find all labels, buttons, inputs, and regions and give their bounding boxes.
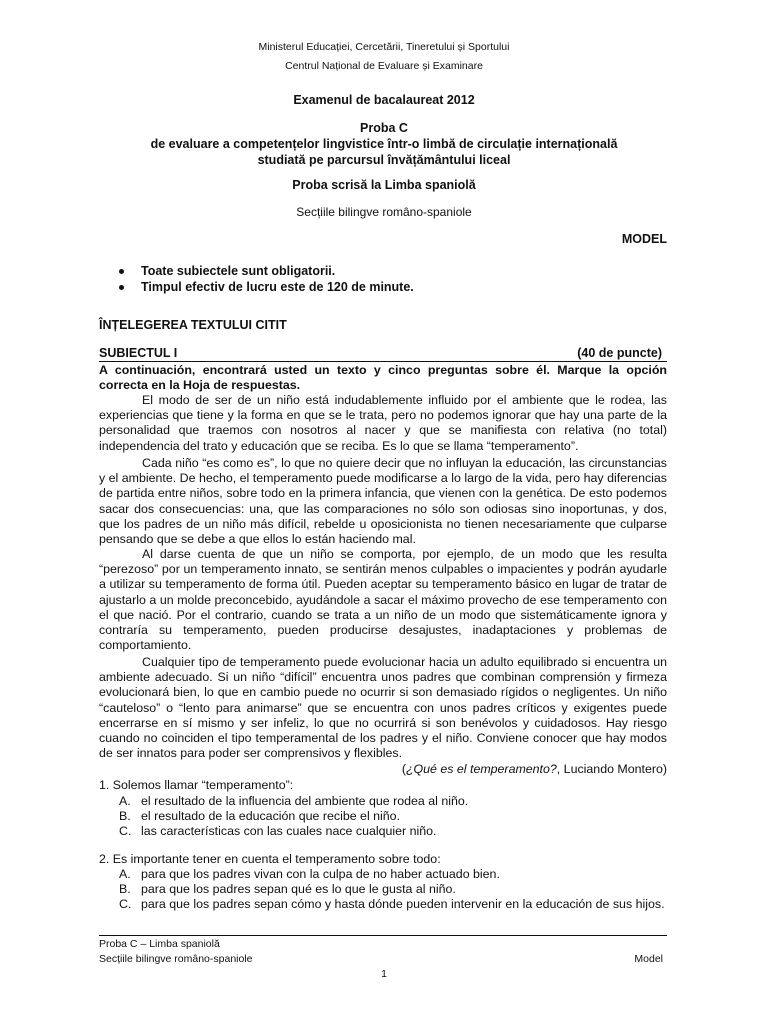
subject-points: (40 de puncte) <box>577 346 662 360</box>
footer-sections: Secțiile bilingve româno-spaniole <box>99 953 253 965</box>
proba-title: Proba C <box>360 121 408 135</box>
exam-page: Ministerul Educației, Cercetării, Tineretului și Sportului Centrul Național de Evaluare și Examinare Examenul de bacalaureat 2012 Proba C de evaluare a competențelor lingvistice într-o limbă de circulație internațională studiată pe parcursul învățământului liceal Proba scrisă la Limba spaniolă Secțiile bilingve româno-spaniole MODEL Toate subiectele sunt obligatorii. Timpul efectiv de lucru este de 120 de minute. ÎNȚELEGEREA TEXTULUI CITIT SUBIECTUL I (40 de puncte) A continuación, encontrará usted un texto y cinco preguntas sobre él. Marque la opción correcta en la Hoja de respuestas. El modo de ser de un niño está indudablemente influido por el ambiente que le rodea, las experiencias que tiene y la forma en que se le trata, pero no podemos ignorar que hay una parte de la personalidad que traemos con nosotros al nacer y que se manifiesta con relativa (no total) independencia del trato y educación que se reciba. Es lo que se llama “temperamento”. Cada niño “es como es”, lo que no quiere decir que no influyan la educación, las circunstancias y el ambiente. De hecho, el temperamento puede modificarse a lo largo de la vida, pero hay diferencias de partida entre niños, sobre todo en la primera infancia, que vienen con la genética. De esto podemos sacar dos consecuencias: una, que las comparaciones no sólo son odiosas sino inoportunas, y dos, que los padres de un niño más difícil, rebelde u oposicionista no tienen necesariamente que culparse pensando que se debe a que ellos lo están haciendo mal. Al darse cuenta de que un niño se comporta, por ejemplo, de un modo que les resulta “perezoso” por un temperamento innato, se sentirán menos culpables o impacientes y podrán ayudarle a utilizar su temperamento de forma útil. Pueden aceptar su temperamento básico en lugar de tratar de ajustarlo a un molde preconcebido, ayudándole a sacar el máximo provecho de ese temperamento con el que nació. Por el contrario, cuando se trata a un niño de un modo que sistemáticamente ignora y contraría su temperamento, pueden producirse desajustes, inadaptaciones y problemas de comportamiento. Cualquier tipo de temperamento puede evolucionar hacia un adulto equilibrado si encuentra un ambiente adecuado. Si un niño “difícil” encuentra unos padres que combinan comprensión y firmeza evolucionará bien, lo que en cambio puede no ocurrir si son demasiado rígidos o negligentes. Un niño “cauteloso” o “lento para animarse” que se encuentra con unos padres críticos y exigentes puede encerrarse en sí mismo y ser infeliz, lo que no ocurrirá si son benévolos y cuidadosos. Hay riesgo cuando no coinciden el tipo temperamental de los padres y el niño. Conviene conocer que hay modos de ser innatos para poder ser comprensivos y flexibles. (¿Qué es el temperamento?, Luciando Montero) 1. Solemos llamar “temperamento”: A. el resultado de la influencia del ambiente que rodea al niño. B. el resultado de la educación que recibe el niño. C. las características con las cuales nace cualquier niño. 2. Es importante tener en cuenta el temperamento sobre todo: A. para que los padres vivan con la culpa de no haber actuado bien. B. para que los padres sepan qué es lo que le gusta al niño. C. para que los padres sepan cómo y hasta dónde pueden intervenir en la educación de sus hijos. Proba C – Limba spaniolă Secțiile bilingve româno-spaniole Model 1 <box>0 0 768 1024</box>
footer-proba: Proba C – Limba spaniolă <box>99 938 220 950</box>
ministry-name: Ministerul Educației, Cercetării, Tineretului și Sportului <box>258 41 510 53</box>
source-title: ¿Qué es el temperamento? <box>405 762 557 776</box>
text-paragraph: Cada niño “es como es”, lo que no quiere decir que no influyan la educación, las circunstancias y el ambiente. De hecho, el temperamento puede modificarse a lo largo de la vida, pero hay diferencias de partida entre niños, sobre todo en la primera infancia, que vienen con la genética. De esto podemos sacar dos consecuencias: una, que las comparaciones no sólo son odiosas sino inoportunas, y dos, que los padres de un niño más difícil, rebelde u oposicionista no tienen necesariamente que culparse pensando que se debe a que ellos lo están haciendo mal. <box>99 456 667 547</box>
question-2-option-c: C. para que los padres sepan cómo y hasta dónde pueden intervenir en la educación de sus hijos. <box>119 897 665 911</box>
evaluation-center: Centrul Național de Evaluare și Examinare <box>285 60 483 72</box>
subject-label: SUBIECTUL I <box>99 346 178 360</box>
exam-description-1: de evaluare a competențelor lingvistice într-o limbă de circulație internațională <box>150 137 618 151</box>
written-test-title: Proba scrisă la Limba spaniolă <box>292 178 476 192</box>
footer-rule <box>99 935 667 936</box>
subject-instruction: A continuación, encontrará usted un texto y cinco preguntas sobre él. Marque la opción correcta en la Hoja de respuestas. <box>99 363 667 393</box>
question-1: 1. Solemos llamar “temperamento”: <box>99 778 294 792</box>
sections-label: Secțiile bilingve româno-spaniole <box>296 205 472 219</box>
exam-description-2: studiată pe parcursul învățământului liceal <box>257 153 511 167</box>
text-paragraph: El modo de ser de un niño está indudablemente influido por el ambiente que le rodea, las experiencias que tiene y la forma en que se le trata, pero no podemos ignorar que hay una parte de la personalidad que traemos con nosotros al nacer y que se manifiesta con relativa (no total) independencia del trato y educación que se reciba. Es lo que se llama “temperamento”. <box>99 393 667 453</box>
question-2: 2. Es importante tener en cuenta el temperamento sobre todo: <box>99 852 441 866</box>
page-number: 1 <box>381 968 387 980</box>
text-source: (¿Qué es el temperamento?, Luciando Montero) <box>401 762 667 776</box>
exam-title: Examenul de bacalaureat 2012 <box>293 93 475 107</box>
bullet-icon <box>119 269 124 274</box>
subject-underline <box>99 361 667 362</box>
model-label: MODEL <box>621 232 667 246</box>
text-paragraph: Al darse cuenta de que un niño se comporta, por ejemplo, de un modo que les resulta “perezoso” por un temperamento innato, se sentirán menos culpables o impacientes y podrán ayudarle a utilizar su temperamento de forma útil. Pueden aceptar su temperamento básico en lugar de tratar de ajustarlo a un molde preconcebido, ayudándole a sacar el máximo provecho de ese temperamento con el que nació. Por el contrario, cuando se trata a un niño de un modo que sistemáticamente ignora y contraría su temperamento, pueden producirse desajustes, inadaptaciones y problemas de comportamiento. <box>99 547 667 653</box>
bullet-icon <box>119 285 124 290</box>
section-heading: ÎNȚELEGEREA TEXTULUI CITIT <box>99 318 287 332</box>
footer-model: Model <box>634 953 663 965</box>
text-paragraph: Cualquier tipo de temperamento puede evolucionar hacia un adulto equilibrado si encuentra un ambiente adecuado. Si un niño “difícil” encuentra unos padres que combinan comprensión y firmeza evolucionará bien, lo que en cambio puede no ocurrir si son demasiado rígidos o negligentes. Un niño “cauteloso” o “lento para animarse” que se encuentra con unos padres críticos y exigentes puede encerrarse en sí mismo y ser infeliz, lo que no ocurrirá si son benévolos y cuidadosos. Hay riesgo cuando no coinciden el tipo temperamental de los padres y el niño. Conviene conocer que hay modos de ser innatos para poder ser comprensivos y flexibles. <box>99 655 667 761</box>
